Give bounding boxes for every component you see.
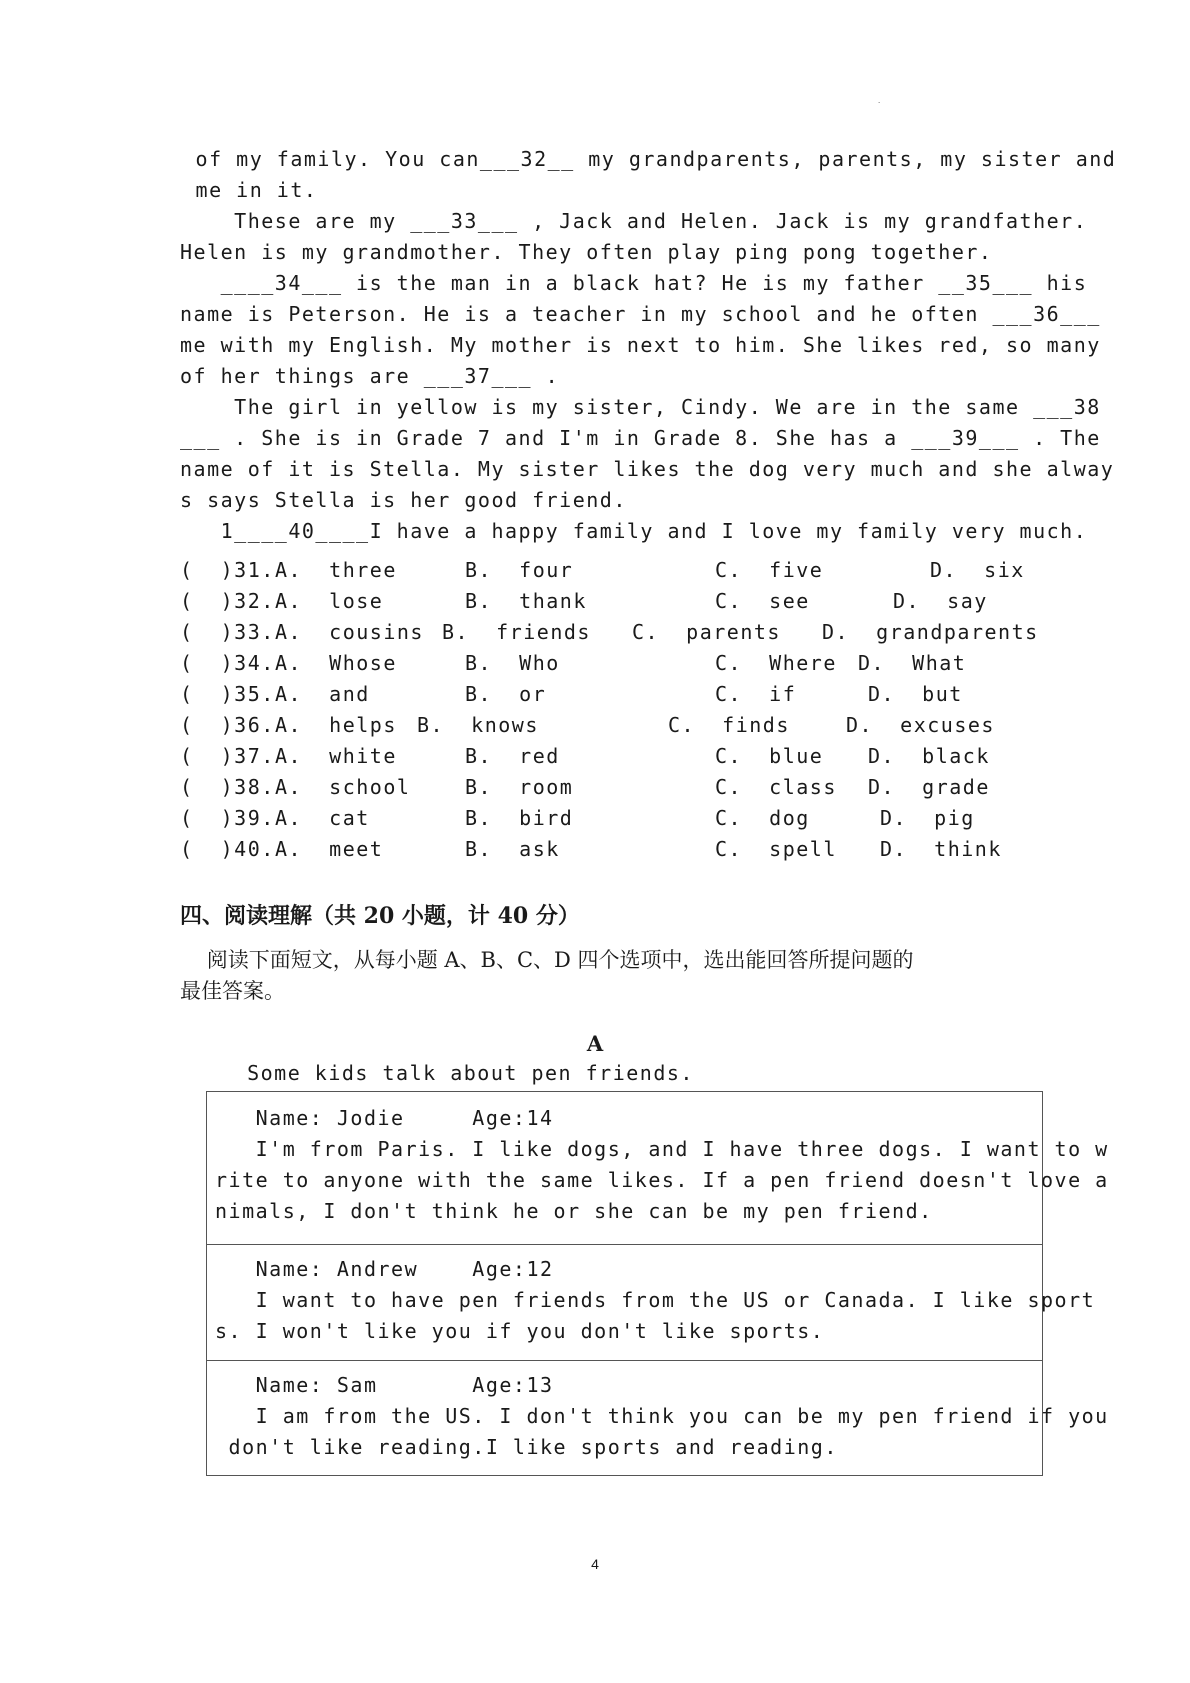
passage-line: ___ . She is in Grade 7 and I'm in Grade 8. She has a ___39___ . The [180, 426, 1101, 450]
pen-friend-text: s. I won't like you if you don't like sports. [215, 1319, 825, 1343]
option-b: B. four [465, 558, 574, 582]
option-d: D. six [930, 558, 1025, 582]
passage-line: Helen is my grandmother. They often play ping pong together. [180, 240, 993, 264]
option-c: C. spell [715, 837, 837, 861]
option-d: D. say [893, 589, 988, 613]
pen-friend-text: I am from the US. I don't think you can be my pen friend if you [215, 1404, 1109, 1428]
option-c: C. dog [715, 806, 810, 830]
question-number: ( )38. [180, 775, 275, 799]
pen-friend-header: Name: Andrew Age:12 [215, 1257, 554, 1281]
option-b: B. friends [442, 620, 591, 644]
option-a: A. lose [275, 589, 384, 613]
option-c: C. blue [715, 744, 824, 768]
passage-line: me in it. [182, 178, 318, 202]
question-number: ( )31. [180, 558, 275, 582]
question-number: ( )34. [180, 651, 275, 675]
instruction-line: 阅读下面短文，从每小题 A、B、C、D 四个选项中，选出能回答所提问题的 [180, 948, 914, 972]
passage-line: s says Stella is her good friend. [180, 488, 627, 512]
option-c: C. Where [715, 651, 837, 675]
passage-line: 1____40____I have a happy family and I love my family very much. [180, 519, 1088, 543]
pen-friend-text: I want to have pen friends from the US or Canada. I like sport [215, 1288, 1096, 1312]
question-number: ( )35. [180, 682, 275, 706]
option-a: A. cat [275, 806, 370, 830]
option-a: A. three [275, 558, 397, 582]
pen-friends-table [206, 1091, 1109, 1476]
passage-line: of my family. You can___32__ my grandparents, parents, my sister and [182, 147, 1117, 171]
option-c: C. see [715, 589, 810, 613]
passage-line: name is Peterson. He is a teacher in my school and he often ___36___ [180, 302, 1101, 326]
instruction-line: 最佳答案。 [180, 979, 285, 1003]
option-a: A. meet [275, 837, 384, 861]
option-a: A. cousins [275, 620, 424, 644]
pen-friend-text: rite to anyone with the same likes. If a pen friend doesn't love a [215, 1168, 1109, 1192]
question-number: ( )40. [180, 837, 275, 861]
table-divider [207, 1244, 1042, 1245]
pen-friend-text: nimals, I don't think he or she can be my pen friend. [215, 1199, 933, 1223]
option-a: A. Whose [275, 651, 397, 675]
question-number: ( )37. [180, 744, 275, 768]
pen-friend-header: Name: Jodie Age:14 [215, 1106, 554, 1130]
pen-friend-header: Name: Sam Age:13 [215, 1373, 554, 1397]
option-d: D. but [868, 682, 963, 706]
pen-friend-text: I'm from Paris. I like dogs, and I have three dogs. I want to w [215, 1137, 1109, 1161]
option-d: D. grade [868, 775, 990, 799]
option-c: C. if [715, 682, 797, 706]
option-c: C. parents [632, 620, 781, 644]
passage-letter: A [586, 1031, 604, 1056]
option-d: D. excuses [846, 713, 995, 737]
table-divider [207, 1360, 1042, 1361]
option-d: D. think [880, 837, 1002, 861]
section-instruction [180, 945, 1020, 1007]
passage-intro: Some kids talk about pen friends. [220, 1061, 694, 1085]
option-a: A. and [275, 682, 370, 706]
pen-friend-text: don't like reading.I like sports and reading. [215, 1435, 838, 1459]
option-c: C. class [715, 775, 837, 799]
question-number: ( )39. [180, 806, 275, 830]
passage-line: of her things are ___37___ . [180, 364, 560, 388]
option-d: D. pig [880, 806, 975, 830]
option-d: D. grandparents [822, 620, 1039, 644]
option-b: B. Who [465, 651, 560, 675]
passage-line: me with my English. My mother is next to him. She likes red, so many [180, 333, 1101, 357]
option-a: A. school [275, 775, 411, 799]
section-title: 四、阅读理解（共 20 小题，计 40 分） [180, 903, 580, 929]
option-b: B. bird [465, 806, 574, 830]
question-number: ( )32. [180, 589, 275, 613]
page-number: 4 [591, 1556, 599, 1572]
option-b: B. red [465, 744, 560, 768]
option-a: A. helps [275, 713, 397, 737]
option-b: B. ask [465, 837, 560, 861]
passage-line: These are my ___33___ , Jack and Helen. Jack is my grandfather. [180, 209, 1088, 233]
option-c: C. five [715, 558, 824, 582]
option-b: B. knows [417, 713, 539, 737]
option-b: B. room [465, 775, 574, 799]
option-c: C. finds [668, 713, 790, 737]
option-d: D. What [858, 651, 967, 675]
option-a: A. white [275, 744, 397, 768]
option-b: B. or [465, 682, 547, 706]
passage-line: name of it is Stella. My sister likes the dog very much and she alway [180, 457, 1115, 481]
option-b: B. thank [465, 589, 587, 613]
question-number: ( )36. [180, 713, 275, 737]
passage-line: ____34___ is the man in a black hat? He is my father __35___ his [180, 271, 1088, 295]
corner-mark: . [878, 96, 881, 105]
option-d: D. black [868, 744, 990, 768]
question-number: ( )33. [180, 620, 275, 644]
passage-line: The girl in yellow is my sister, Cindy. We are in the same ___38 [180, 395, 1101, 419]
